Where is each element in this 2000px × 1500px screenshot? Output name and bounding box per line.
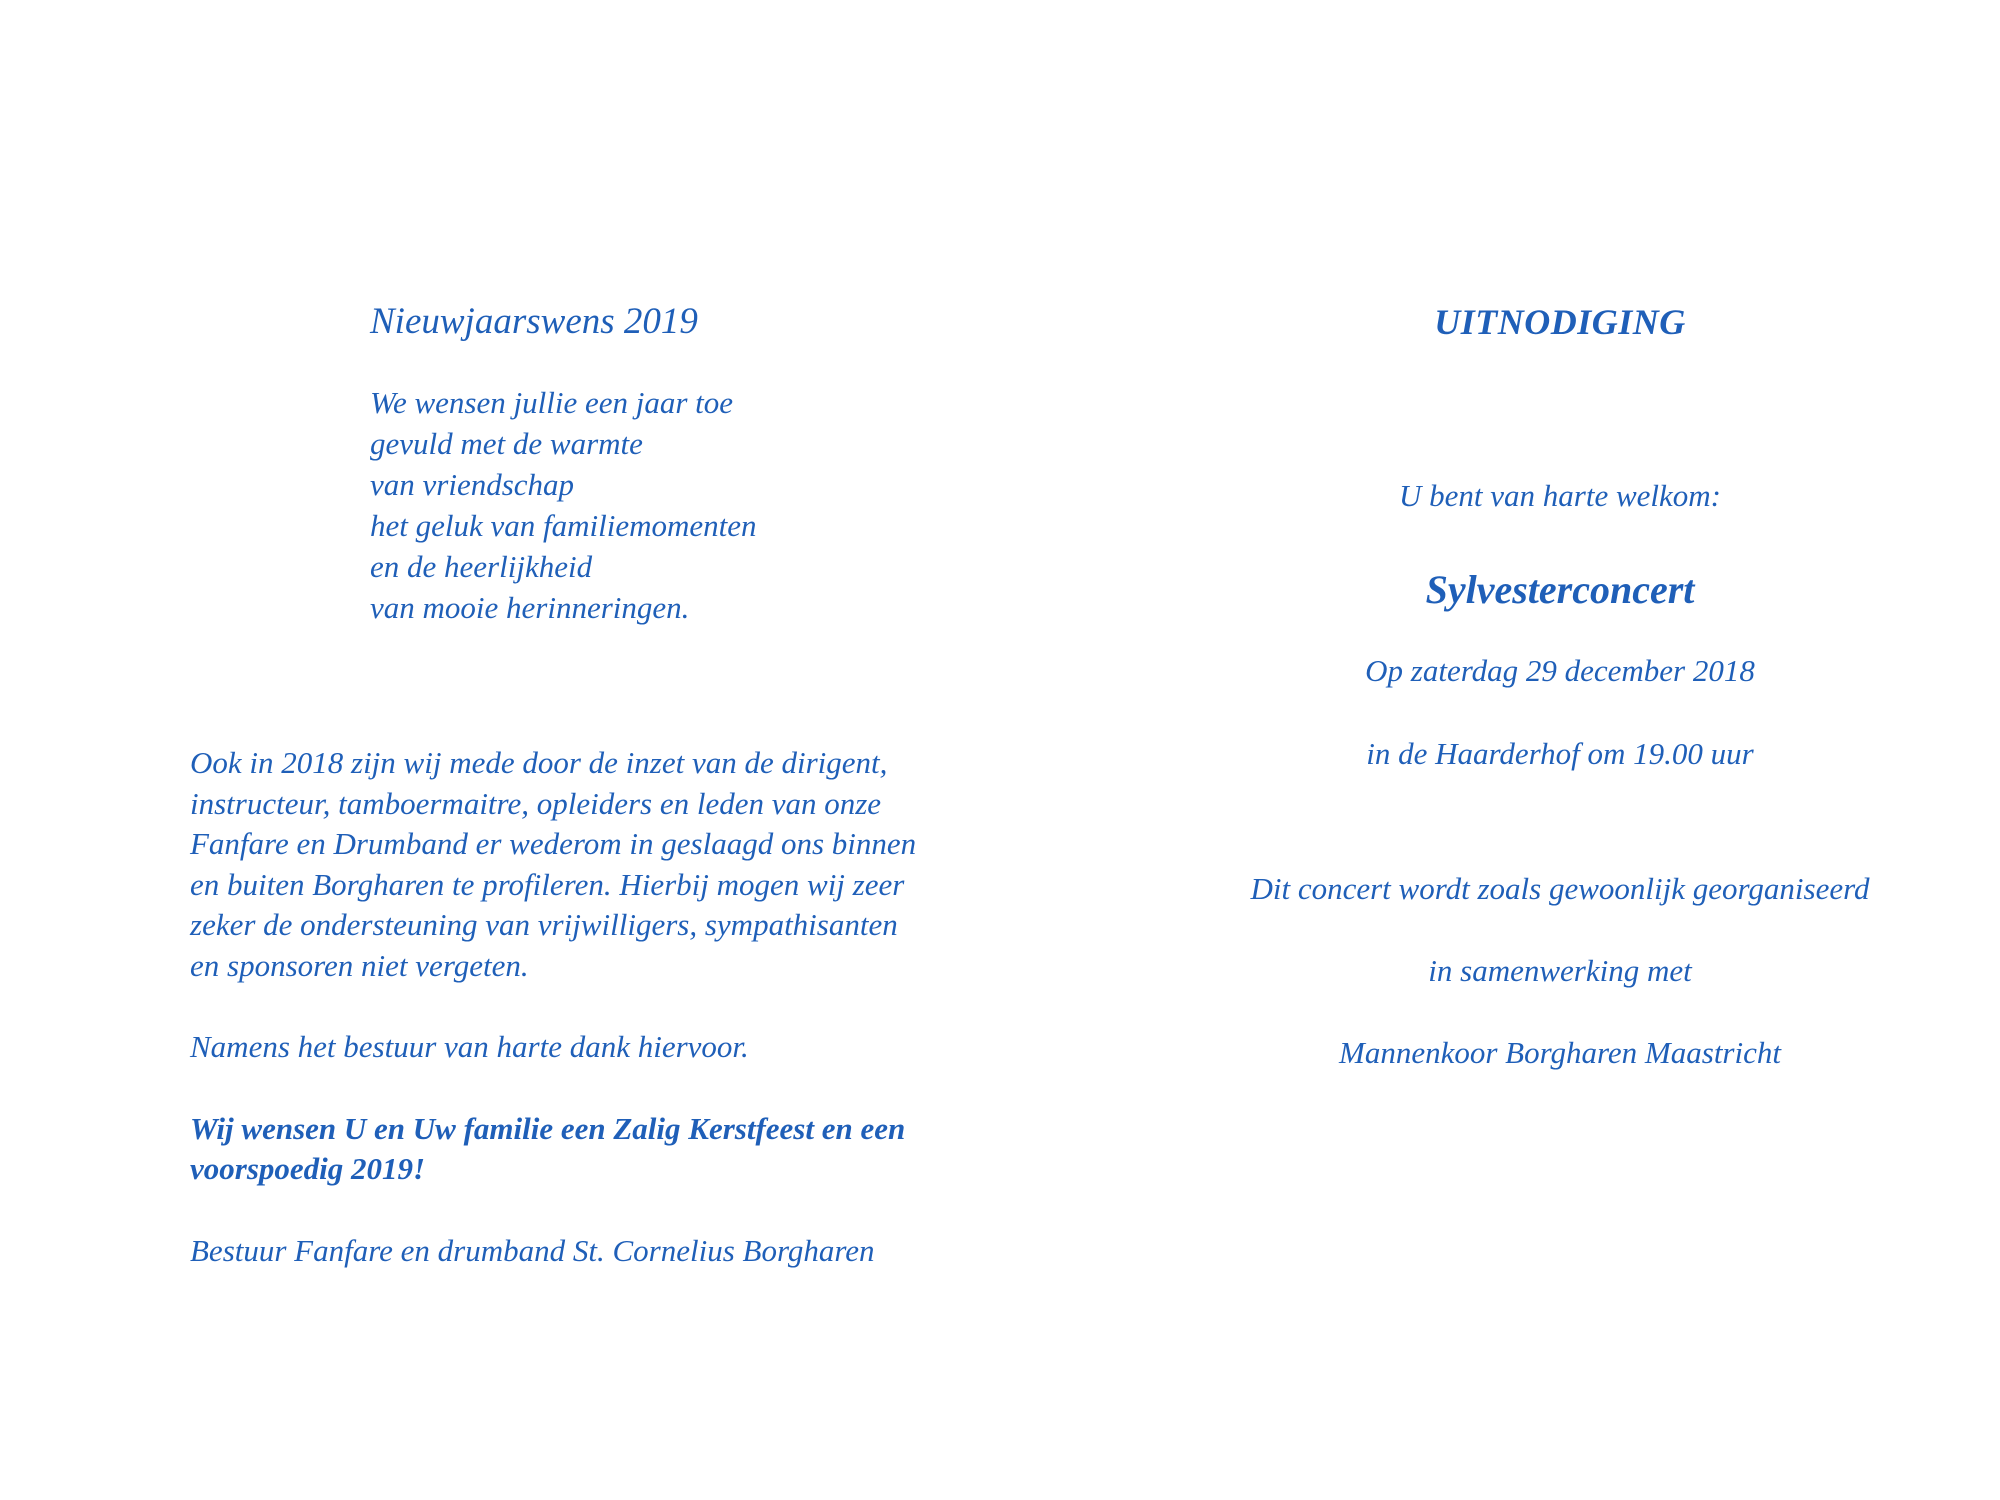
thanks-paragraph [190, 743, 1050, 986]
concert-name: Sylvesterconcert [1425, 567, 1695, 612]
paragraph-line: en buiten Borgharen te profileren. Hierbij mogen wij zeer [190, 866, 905, 902]
paragraph-line: Fanfare en Drumband er wederom in geslaagd ons binnen [190, 826, 917, 861]
paragraph-line: instructeur, tamboermaitre, opleiders en leden van onze [190, 785, 882, 821]
new-year-poem [370, 300, 1050, 628]
right-panel [1180, 300, 1940, 1073]
poem-line: gevuld met de warmte [370, 426, 643, 461]
poem-line: en de heerlijkheid [370, 549, 593, 584]
concert-date: Op zaterdag 29 december 2018 [1365, 653, 1755, 688]
paragraph-line: en sponsoren niet vergeten. [190, 947, 529, 983]
concert-place-time: in de Haarderhof om 19.00 uur [1366, 736, 1754, 771]
welcome-text: U bent van harte welkom: [1399, 478, 1721, 513]
choir-name: Mannenkoor Borgharen Maastricht [1339, 1035, 1781, 1070]
organised-text: Dit concert wordt zoals gewoonlijk georganiseerd [1250, 871, 1870, 906]
invitation-title: UITNODIGING [1434, 302, 1686, 342]
season-wishes [190, 1109, 1050, 1190]
thanks-line: Namens het bestuur van harte dank hiervoor. [190, 1029, 749, 1064]
poem-line: van mooie herinneringen. [370, 590, 690, 625]
left-panel [190, 300, 1050, 1312]
cooperation-text: in samenwerking met [1428, 953, 1692, 988]
wishes-line: voorspoedig 2019! [190, 1151, 426, 1186]
poem-line: het geluk van familiemomenten [370, 508, 757, 543]
poem-title: Nieuwjaarswens 2019 [370, 301, 698, 342]
paragraph-line: Ook in 2018 zijn wij mede door de inzet van de dirigent, [190, 745, 888, 780]
poem-lines [370, 382, 1050, 628]
board-message [190, 743, 1050, 1271]
poem-line: We wensen jullie een jaar toe [370, 385, 734, 420]
wishes-line: Wij wensen U en Uw familie een Zalig Kerstfeest en een [190, 1110, 906, 1146]
paragraph-line: zeker de ondersteuning van vrijwilligers, sympathisanten [190, 907, 898, 942]
poem-line: van vriendschap [370, 467, 575, 502]
signature: Bestuur Fanfare en drumband St. Cornelius Borgharen [190, 1232, 875, 1268]
